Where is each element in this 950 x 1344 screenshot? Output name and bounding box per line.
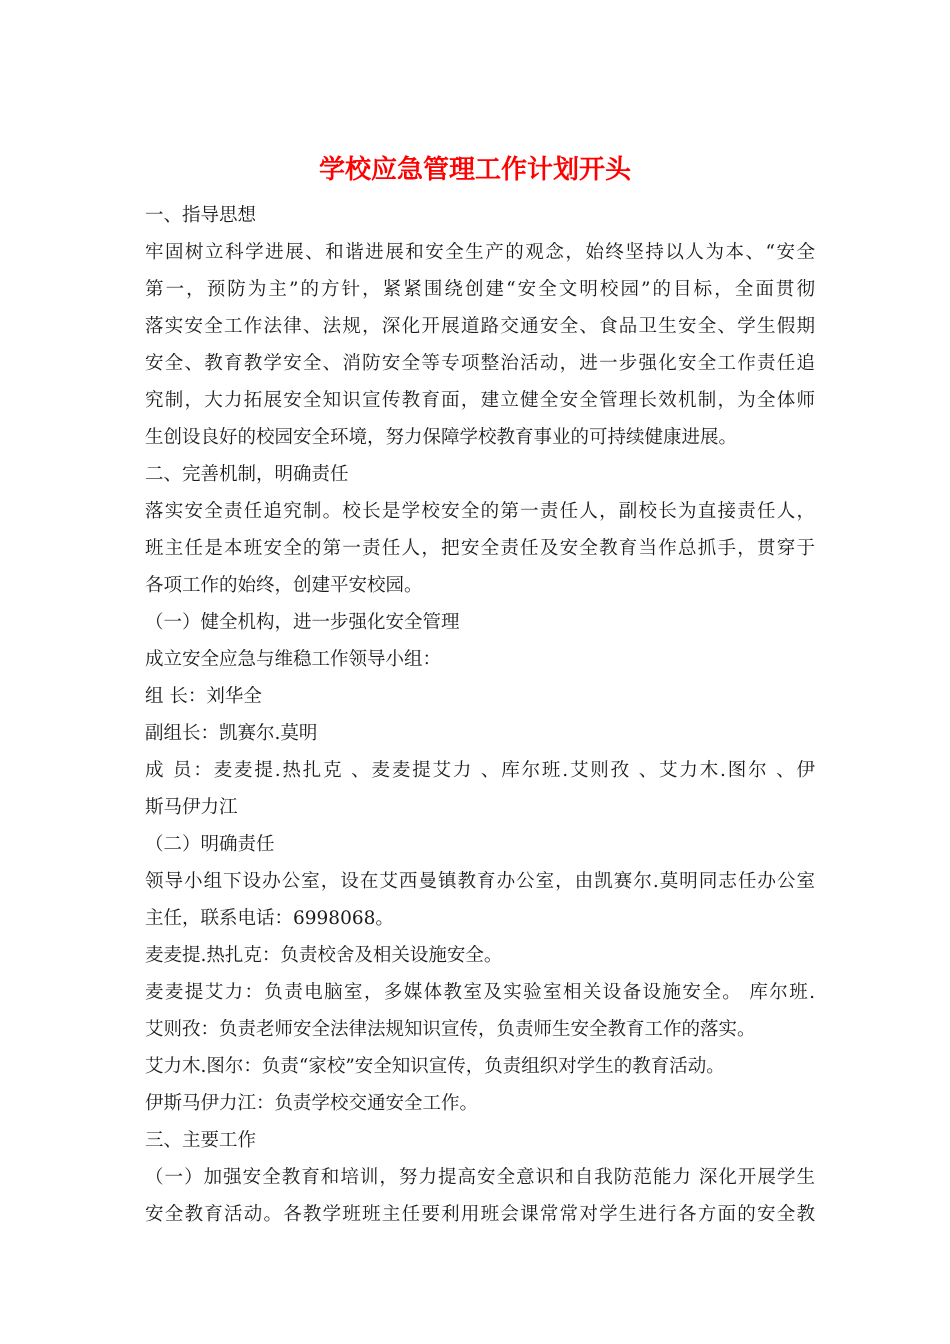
paragraph-line: 安全教育活动。各教学班班主任要利用班会课常常对学生进行各方面的安全教 <box>145 1204 815 1225</box>
paragraph-line: 艾则孜：负责老师安全法律法规知识宣传，负责师生安全教育工作的落实。 <box>145 1019 756 1040</box>
paragraph-line: 第一，预防为主”的方针，紧紧围绕创建“安全文明校园”的目标，全面贯彻 <box>145 279 815 300</box>
paragraph-line: 生创设良好的校园安全环境，努力保障学校教育事业的可持续健康进展。 <box>145 427 738 448</box>
paragraph-line: 组 长：刘华全 <box>145 686 262 707</box>
paragraph-line: 艾力木.图尔：负责“家校”安全知识宣传，负责组织对学生的教育活动。 <box>145 1056 725 1077</box>
paragraph-line: 安全、教育教学安全、消防安全等专项整治活动，进一步强化安全工作责任追 <box>145 353 815 374</box>
paragraph-line: （一）健全机构，进一步强化安全管理 <box>145 612 460 633</box>
paragraph-line: 牢固树立科学进展、和谐进展和安全生产的观念，始终坚持以人为本、“安全 <box>145 242 815 263</box>
paragraph-line: 麦麦提艾力：负责电脑室，多媒体教室及实验室相关设备设施安全。 库尔班. <box>145 982 815 1003</box>
paragraph-line: 麦麦提.热扎克：负责校舍及相关设施安全。 <box>145 945 503 966</box>
paragraph-line: 成 员：麦麦提.热扎克 、麦麦提艾力 、库尔班.艾则孜 、艾力木.图尔 、伊 <box>145 760 815 781</box>
paragraph-line: 伊斯马伊力江：负责学校交通安全工作。 <box>145 1093 479 1114</box>
paragraph-line: 班主任是本班安全的第一责任人，把安全责任及安全教育当作总抓手，贯穿于 <box>145 538 815 559</box>
paragraph-line: 落实安全工作法律、法规，深化开展道路交通安全、食品卫生安全、学生假期 <box>145 316 815 337</box>
paragraph-line: 各项工作的始终，创建平安校园。 <box>145 575 423 596</box>
paragraph-line: 究制，大力拓展安全知识宣传教育面，建立健全安全管理长效机制，为全体师 <box>145 390 815 411</box>
paragraph-line: 二、完善机制，明确责任 <box>145 464 349 485</box>
document-title: 学校应急管理工作计划开头 <box>318 155 631 185</box>
paragraph-line: 一、指导思想 <box>145 205 257 226</box>
paragraph-line: （一）加强安全教育和培训，努力提高安全意识和自我防范能力 深化开展学生 <box>145 1167 815 1188</box>
paragraph-line: 斯马伊力江 <box>145 797 238 818</box>
paragraph-line: 成立安全应急与维稳工作领导小组： <box>145 649 442 670</box>
paragraph-line: 领导小组下设办公室，设在艾西曼镇教育办公室，由凯赛尔.莫明同志任办公室 <box>145 871 815 892</box>
paragraph-line: （二）明确责任 <box>145 834 275 855</box>
document-body <box>145 197 815 1233</box>
paragraph-line: 三、主要工作 <box>145 1130 257 1151</box>
paragraph-line: 落实安全责任追究制。校长是学校安全的第一责任人，副校长为直接责任人， <box>145 501 815 522</box>
paragraph-line: 主任，联系电话：6998068。 <box>145 908 394 929</box>
paragraph-line: 副组长：凯赛尔.莫明 <box>145 723 318 744</box>
